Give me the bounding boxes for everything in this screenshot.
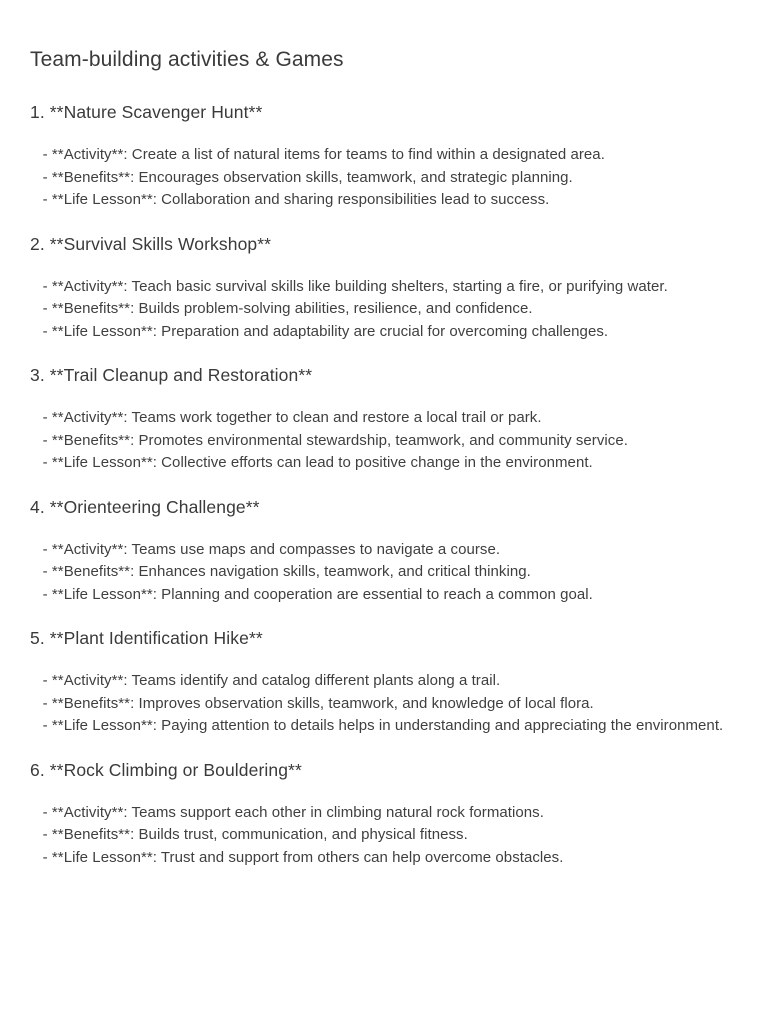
section-heading: 5. **Plant Identification Hike** [30,628,263,648]
list-item: - **Activity**: Teams support each other in climbing natural rock formations. [30,803,544,821]
list-item: - **Life Lesson**: Preparation and adaptability are crucial for overcoming challenges. [30,322,609,340]
list-item: - **Activity**: Teams use maps and compasses to navigate a course. [30,540,501,558]
list-item: - **Activity**: Teams work together to clean and restore a local trail or park. [30,409,542,426]
section-plant-identification-hike [30,626,738,738]
list-item: - **Life Lesson**: Trust and support from others can help overcome obstacles. [30,848,564,866]
list-item: - **Life Lesson**: Collaboration and sharing responsibilities lead to success. [30,191,550,208]
section-heading: 3. **Trail Cleanup and Restoration** [30,365,313,385]
section-trail-cleanup [30,363,738,475]
section-heading: 1. **Nature Scavenger Hunt** [30,102,263,122]
list-item: - **Life Lesson**: Paying attention to details helps in understanding and appreciating the environment. [30,717,724,734]
section-nature-scavenger-hunt [30,100,738,212]
list-item: - **Activity**: Create a list of natural items for teams to find within a designated area. [30,146,605,163]
section-survival-skills-workshop [30,232,738,344]
document-title: Team-building activities & Games [30,48,344,71]
section-heading: 4. **Orienteering Challenge** [30,496,260,517]
list-item: - **Activity**: Teach basic survival skills like building shelters, starting a fire, or purifying water. [30,277,668,295]
section-orienteering-challenge [30,495,738,607]
list-item: - **Activity**: Teams identify and catalog different plants along a trail. [30,672,501,689]
list-item: - **Benefits**: Enhances navigation skills, teamwork, and critical thinking. [30,563,531,580]
list-item: - **Benefits**: Promotes environmental stewardship, teamwork, and community service. [30,431,628,449]
section-rock-climbing [30,758,738,870]
list-item: - **Benefits**: Improves observation skills, teamwork, and knowledge of local flora. [30,694,594,712]
list-item: - **Life Lesson**: Planning and cooperation are essential to reach a common goal. [30,585,593,603]
list-item: - **Benefits**: Builds trust, communication, and physical fitness. [30,826,468,843]
list-item: - **Benefits**: Builds problem-solving abilities, resilience, and confidence. [30,300,533,317]
section-heading: 6. **Rock Climbing or Bouldering** [30,759,302,780]
section-heading: 2. **Survival Skills Workshop** [30,233,272,254]
list-item: - **Life Lesson**: Collective efforts can lead to positive change in the environment. [30,454,593,471]
list-item: - **Benefits**: Encourages observation skills, teamwork, and strategic planning. [30,168,573,186]
